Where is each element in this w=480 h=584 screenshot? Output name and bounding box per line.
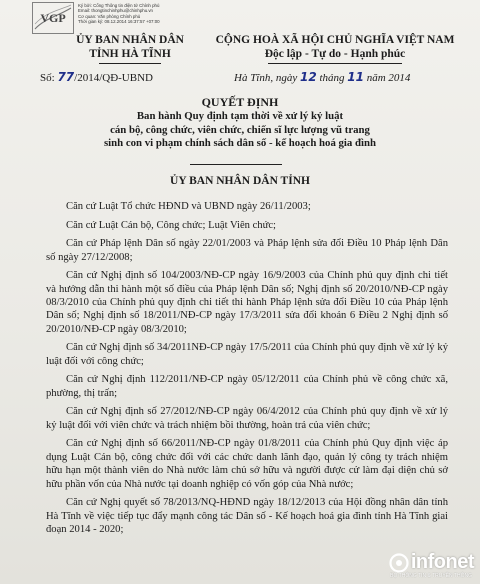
motto-underline: [268, 63, 402, 64]
doc-number-label: Số:: [40, 72, 55, 84]
national-motto: [204, 33, 466, 61]
authority-line: TỈNH HÀ TĨNH: [89, 48, 171, 60]
legal-basis-paragraph: Căn cứ Luật Cán bộ, Công chức; Luật Viên chức;: [66, 219, 276, 231]
date-month-label: tháng: [319, 72, 345, 84]
doc-number-suffix: /2014/QĐ-UBND: [74, 72, 153, 84]
authority-underline: [99, 63, 161, 64]
document-title: QUYẾT ĐỊNH: [201, 95, 279, 109]
infonet-watermark: [389, 551, 474, 579]
issuing-authority: [60, 33, 200, 61]
digital-signature-stamp: [78, 3, 228, 25]
stamp-line: Cơ quan: Văn phòng Chính phủ: [78, 13, 141, 19]
legal-basis-paragraph: Căn cứ Nghị định số 104/2003/NĐ-CP ngày 16/9/2003 của Chính phủ quy định chi tiết và hướng dẫn thi hành một số điều của Pháp lệnh Dân số; Nghị định số 20/2010/NĐ-CP ngày 08/3/2010 của Chính phủ quy định chi tiết thi hành Pháp lệnh sửa đổi Điều 10 của Pháp lệnh Dân số; Nghị định số 18/2011/NĐ-CP ngày 17/3/2011 sửa đổi khoản 6 Điều 2 Nghị định số 20/2010/NĐ-CP ngày 08/3/2010;: [46, 270, 448, 335]
date-day: 12: [300, 70, 317, 84]
stamp-line: Ký bởi: Cổng Thông tin điện tử Chính phủ: [78, 3, 160, 8]
subtitle-line: Ban hành Quy định tạm thời về xử lý kỷ luật: [136, 110, 344, 122]
legal-basis-paragraph: Căn cứ Nghị định số 27/2012/NĐ-CP ngày 06/4/2012 của Chính phủ quy định về xử lý kỷ luật đối với viên chức và trách nhiệm bồi thường, hoàn trả của viên chức;: [46, 406, 448, 431]
legal-basis-paragraph: Căn cứ Pháp lệnh Dân số ngày 22/01/2003 và Pháp lệnh sửa đổi Điều 10 Pháp lệnh Dân số ngày 27/12/2008;: [46, 238, 448, 263]
watermark-tagline: BỘ THÔNG TIN & TRUYỀN THÔNG: [390, 573, 472, 579]
country-name: CỘNG HOÀ XÃ HỘI CHỦ NGHĨA VIỆT NAM: [215, 34, 455, 46]
date-prefix: Hà Tĩnh, ngày: [234, 72, 298, 84]
authority-line: ỦY BAN NHÂN DÂN: [76, 34, 184, 46]
document-date: [234, 70, 410, 84]
doc-number-handwritten: 77: [57, 70, 75, 84]
authority-heading: ỦY BAN NHÂN DÂN TỈNH: [170, 175, 310, 187]
infonet-logo-icon: [389, 553, 409, 573]
vgp-logo-icon: [32, 2, 74, 34]
date-year: năm 2014: [366, 72, 411, 84]
motto: Độc lập - Tự do - Hạnh phúc: [264, 48, 406, 60]
legal-basis-paragraph: Căn cứ Luật Tổ chức HĐND và UBND ngày 26/11/2003;: [66, 201, 311, 212]
watermark-brand: infonet: [410, 551, 474, 573]
legal-basis-paragraph: Căn cứ Nghị định số 66/2011/NĐ-CP ngày 01/8/2011 của Chính phủ Quy định việc áp dụng Luật Cán bộ, công chức đối với các chức danh lãnh đạo, quản lý công ty trách nhiệm hữu hạn một thành viên do Nhà nước làm chủ sở hữu và người được cử làm đại diện chủ sở hữu phần vốn của Nhà nước tại doanh nghiệp có vốn góp của Nhà nước;: [46, 438, 448, 490]
document-subtitle: [40, 110, 440, 151]
subtitle-underline: [190, 164, 282, 165]
date-month: 11: [347, 70, 364, 84]
legal-basis-paragraph: Căn cứ Nghị định 112/2011/NĐ-CP ngày 05/12/2011 của Chính phủ về công chức xã, phường, thị trấn;: [46, 374, 448, 399]
legal-basis-paragraph: Căn cứ Nghị định số 34/2011NĐ-CP ngày 17/5/2011 của Chính phủ quy định về xử lý kỷ luật đối với công chức;: [46, 342, 448, 367]
legal-basis-paragraph: Căn cứ Nghị quyết số 78/2013/NQ-HĐND ngày 18/12/2013 của Hội đồng nhân dân tỉnh Hà Tĩnh về việc tiếp tục đẩy mạnh công tác Dân số - Kế hoạch hoá gia đình tỉnh Hà Tĩnh giai đoạn 2014 - 2020;: [46, 497, 448, 536]
stamp-line: Email: thongtinchinhphu@chinhphu.vn: [78, 8, 154, 14]
subtitle-line: sinh con vi phạm chính sách dân số - kế hoạch hoá gia đình: [103, 137, 377, 149]
stamp-line: Thời gian ký: 08.12.2014 16:37:57 +07:00: [78, 19, 160, 25]
vgp-logo-text: VGP: [40, 11, 66, 25]
document-body: [46, 200, 448, 542]
document-number: [40, 70, 153, 84]
subtitle-line: cán bộ, công chức, viên chức, chiến sĩ lực lượng vũ trang: [110, 123, 370, 136]
